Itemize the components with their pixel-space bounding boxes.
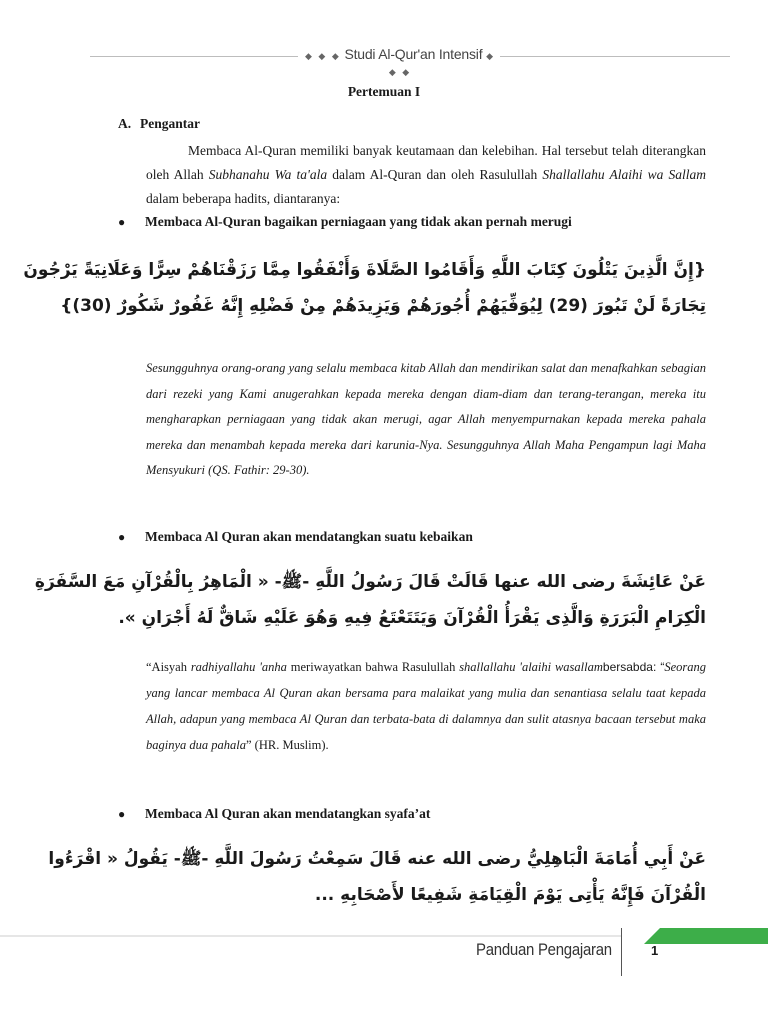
arabic-line: الْكِرَامِ الْبَرَرَةِ وَالَّذِى يَقْرَأُ الْقُرْآنَ وَيَتَتَعْتَعُ فِيهِ وَهُوَ عَلَيْهِ شَاقٌّ لَهُ أَجْرَانِ ». — [118, 608, 706, 628]
t-italic: shallallahu 'alaihi wasallam — [459, 660, 603, 674]
arabic-line: عَنْ عَائِشَةَ رضى الله عنها قَالَتْ قَالَ رَسُولُ اللَّهِ -ﷺ- « الْمَاهِرُ بِالْقُرْآنِ مَعَ السَّفَرَةِ — [34, 572, 706, 592]
footer-accent — [660, 928, 768, 944]
t-italic: Seorang yang lancar membaca Al Quran akan bersama para malaikat yang mulia dan senantiasa selalu taat kepada Allah, adapun yang membaca Al Quran dan terbata-bata di dalamnya dan sulit atasnya bacaan tersebut maka baginya dua pahala — [146, 660, 706, 752]
intro-text-2: dalam Al-Quran dan oleh Rasulullah — [327, 167, 543, 182]
intro-paragraph — [146, 139, 706, 211]
arabic-line: تِجَارَةً لَنْ تَبُورَ (29) لِيُوَفِّيَهُمْ أُجُورَهُمْ وَيَزِيدَهُمْ مِنْ فَضْلِهِ إِنَّهُ غَفُورٌ شَكُورٌ (30)} — [60, 296, 706, 316]
running-header — [90, 44, 730, 77]
intro-text-3: dalam beberapa hadits, diantaranya: — [146, 191, 341, 206]
footer-divider — [621, 928, 622, 976]
header-ornament-left: ◆ ◆ ◆ — [304, 51, 341, 61]
bullet-heading-3: ● Membaca Al Quran akan mendatangkan syafa’at — [118, 806, 431, 821]
section-letter: A. — [118, 116, 132, 131]
bullet-heading-text: Membaca Al Quran akan mendatangkan syafa’at — [145, 806, 431, 821]
header-rule-left — [90, 56, 298, 57]
t-text: ” (HR. Muslim). — [246, 738, 329, 752]
arabic-hadith-3 — [48, 841, 706, 913]
page-number: 1 — [651, 943, 659, 958]
intro-italic-1: Subhanahu Wa ta'ala — [208, 167, 328, 182]
footer-label: Panduan Pengajaran — [476, 940, 612, 959]
header-title-text: Studi Al-Qur'an Intensif — [344, 46, 483, 62]
intro-text-1: Membaca Al-Quran memiliki banyak keutamaan dan kelebihan. Hal tersebut telah diterangkan oleh Allah — [146, 143, 706, 182]
bullet-heading-2: ● Membaca Al Quran akan mendatangkan suatu kebaikan — [118, 529, 473, 544]
translation-2 — [146, 654, 706, 758]
arabic-hadith-2 — [34, 564, 706, 636]
header-ornament-right: ◆ ◆ ◆ — [388, 51, 496, 77]
arabic-line: {إِنَّ الَّذِينَ يَتْلُونَ كِتَابَ اللَّهِ وَأَقَامُوا الصَّلَاةَ وَأَنْفَقُوا مِمَّا رَزَقْنَاهُمْ سِرًّا وَعَلَانِيَةً يَرْجُونَ — [23, 260, 706, 280]
intro-italic-2: Shallallahu Alaihi wa Sallam — [542, 167, 706, 182]
bullet-heading-1: ● Membaca Al-Quran bagaikan perniagaan yang tidak akan pernah merugi — [118, 214, 572, 229]
page-title: Pertemuan I — [347, 84, 421, 99]
t-italic: radhiyallahu 'anha — [190, 660, 287, 674]
arabic-line: الْقُرْآنَ فَإِنَّهُ يَأْتِى يَوْمَ الْقِيَامَةِ شَفِيعًا لأَصْحَابِهِ ... — [314, 885, 706, 905]
translation-1: Sesungguhnya orang-orang yang selalu membaca kitab Allah dan mendirikan salat dan menafkahkan sebagian dari rezeki yang Kami anugerahkan kepada mereka dengan diam-diam dan terang-terangan, mereka itu mengharapkan perniagaan yang tidak akan merugi, agar Allah menyempurnakan kepada mereka pahala mereka dan menambah kepada mereka dari karunia-Nya. Sesungguhnya Allah Maha Pengampun lagi Maha Mensyukuri (QS. Fathir: 29-30). — [146, 361, 706, 477]
header-rule-right — [500, 56, 730, 57]
section-heading — [118, 116, 200, 132]
header-title — [302, 46, 498, 78]
t-text: meriwayatkan bahwa Rasulullah — [286, 660, 460, 674]
bullet-heading-text: Membaca Al Quran akan mendatangkan suatu kebaikan — [145, 529, 473, 544]
footer-bar — [0, 928, 768, 944]
footer-rule — [0, 935, 622, 937]
arabic-line: عَنْ أَبِي أُمَامَةَ الْبَاهِلِيُّ رضى الله عنه قَالَ سَمِعْتُ رَسُولَ اللَّهِ -ﷺ- يَقُولُ « اقْرَءُوا — [48, 849, 706, 869]
section-title: Pengantar — [140, 116, 200, 131]
bullet-heading-text: Membaca Al-Quran bagaikan perniagaan yang tidak akan pernah merugi — [145, 214, 572, 229]
footer-accent-corner — [644, 928, 660, 944]
t-text: bersabda: “ — [602, 660, 665, 674]
t-text: “Aisyah — [146, 660, 191, 674]
arabic-verse-1 — [23, 252, 706, 324]
